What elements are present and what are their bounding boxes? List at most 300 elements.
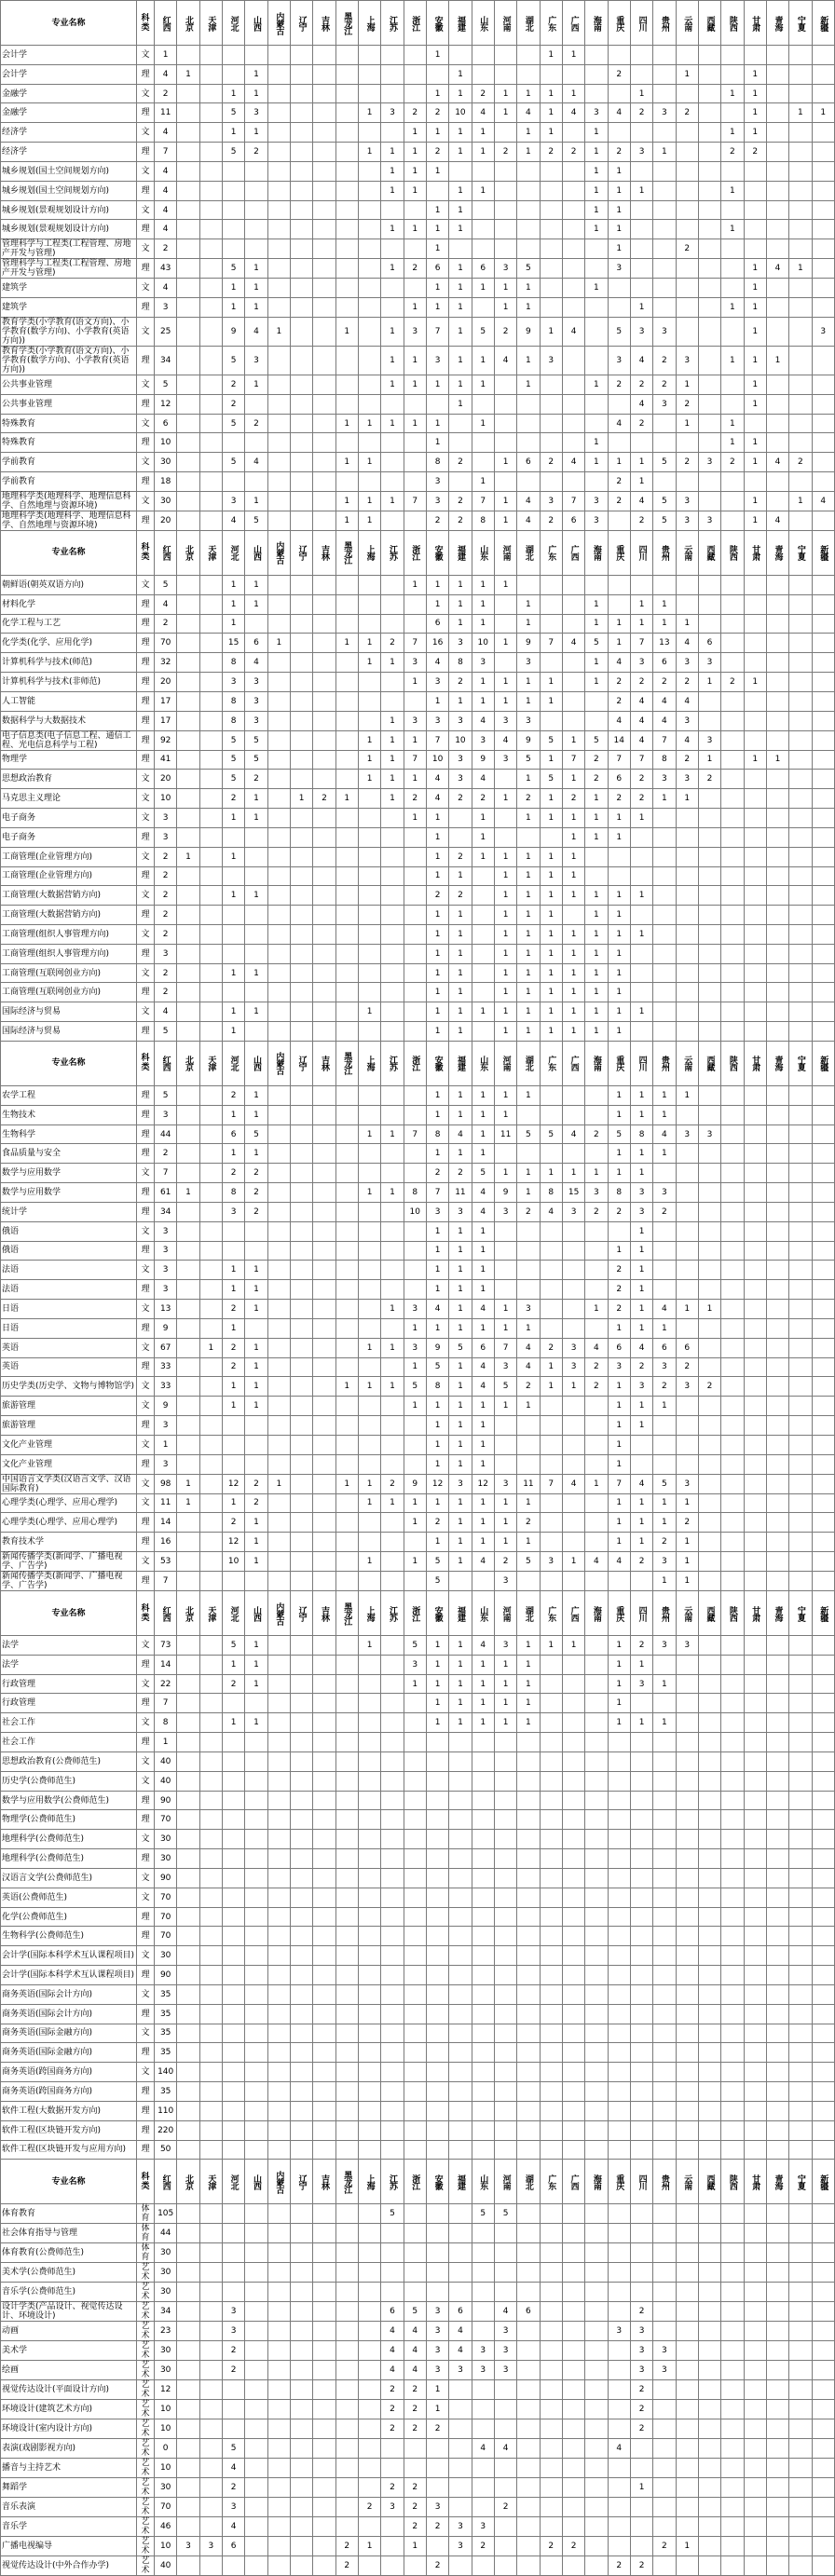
quota-cell [222, 2004, 244, 2024]
quota-cell: 1 [358, 1124, 380, 1144]
quota-cell: 5 [222, 1636, 244, 1656]
quota-cell [608, 46, 630, 65]
quota-cell: 1 [449, 375, 472, 394]
quota-cell: 1 [698, 1300, 720, 1319]
subject-type: 文 [137, 453, 155, 472]
quota-cell [608, 1733, 630, 1752]
column-header-province: 河南 [494, 2160, 516, 2204]
quota-cell: 3 [426, 2302, 448, 2322]
quota-cell [812, 1318, 834, 1338]
quota-cell [653, 1733, 676, 1752]
quota-cell [562, 2478, 584, 2498]
quota-cell [698, 594, 720, 614]
quota-cell [313, 1397, 335, 1416]
quota-cell [585, 1280, 608, 1300]
major-name: 金融学 [1, 103, 137, 123]
quota-cell: 1 [517, 1002, 540, 1022]
quota-cell [177, 1435, 199, 1454]
table-row [1, 2043, 835, 2063]
quota-cell [313, 2204, 335, 2224]
quota-cell [789, 1733, 812, 1752]
quota-cell: 1 [426, 983, 448, 1002]
quota-cell [812, 346, 834, 375]
quota-cell [290, 1261, 312, 1280]
quota-cell [199, 983, 222, 1002]
quota-cell [540, 1810, 562, 1830]
quota-cell [426, 1830, 448, 1849]
quota-cell [290, 103, 312, 123]
subject-type: 艺术 [137, 2263, 155, 2283]
quota-cell [381, 511, 404, 530]
quota-cell [290, 491, 312, 511]
quota-cell [199, 472, 222, 492]
quota-cell [585, 1694, 608, 1713]
quota-cell: 1 [494, 1022, 516, 1042]
quota-cell [698, 181, 720, 200]
quota-cell [381, 1868, 404, 1888]
quota-cell [676, 1849, 698, 1869]
quota-cell: 3 [630, 317, 652, 346]
quota-cell: 1 [245, 64, 267, 84]
quota-cell [313, 770, 335, 789]
quota-cell: 1 [744, 279, 766, 298]
quota-cell [335, 1124, 358, 1144]
quota-cell: 1 [494, 634, 516, 653]
quota-cell [177, 1674, 199, 1694]
quota-cell [562, 472, 584, 492]
quota-cell [199, 1830, 222, 1849]
quota-cell [494, 1984, 516, 2004]
quota-cell [585, 2101, 608, 2120]
quota-cell [630, 1694, 652, 1713]
quota-cell [290, 181, 312, 200]
quota-cell [608, 1572, 630, 1591]
quota-cell [449, 46, 472, 65]
quota-cell [381, 1849, 404, 1869]
quota-cell [676, 2120, 698, 2140]
quota-cell [494, 2024, 516, 2043]
quota-cell: 35 [155, 2043, 177, 2063]
quota-cell [358, 1357, 380, 1377]
section-header-row [1, 1, 835, 46]
quota-cell: 2 [721, 453, 744, 472]
quota-cell [313, 346, 335, 375]
quota-cell: 7 [155, 1164, 177, 1183]
subject-type: 理 [137, 64, 155, 84]
quota-cell [698, 1868, 720, 1888]
quota-cell [789, 123, 812, 143]
quota-cell: 1 [562, 730, 584, 750]
quota-cell: 3 [494, 2341, 516, 2361]
quota-cell [449, 809, 472, 828]
quota-cell [199, 1533, 222, 1552]
column-header-province: 山东 [472, 2160, 494, 2204]
quota-cell [676, 924, 698, 944]
quota-cell [313, 1144, 335, 1164]
quota-cell [562, 2517, 584, 2537]
quota-cell: 1 [404, 123, 426, 143]
quota-cell [494, 181, 516, 200]
quota-cell [744, 2400, 766, 2419]
quota-cell [290, 575, 312, 594]
quota-cell: 1 [381, 181, 404, 200]
quota-cell [245, 924, 267, 944]
quota-cell [404, 1771, 426, 1791]
quota-cell: 1 [245, 789, 267, 809]
quota-cell [676, 2439, 698, 2459]
quota-cell [766, 2537, 788, 2556]
quota-cell: 4 [155, 161, 177, 181]
quota-cell: 5 [222, 2439, 244, 2459]
quota-cell [494, 1435, 516, 1454]
quota-cell [222, 1221, 244, 1241]
quota-cell [313, 1022, 335, 1042]
quota-cell: 9 [517, 634, 540, 653]
quota-cell: 1 [494, 1513, 516, 1533]
quota-cell [812, 2322, 834, 2341]
quota-cell: 1 [155, 1733, 177, 1752]
quota-cell [585, 2263, 608, 2283]
quota-cell [426, 1984, 448, 2004]
quota-cell [290, 433, 312, 453]
quota-cell [358, 1674, 380, 1694]
quota-cell: 1 [426, 809, 448, 828]
column-header-province: 重庆 [608, 1041, 630, 1085]
quota-cell: 1 [245, 375, 267, 394]
quota-cell [721, 472, 744, 492]
quota-cell [335, 924, 358, 944]
quota-cell [358, 1202, 380, 1221]
quota-cell [472, 1771, 494, 1791]
quota-cell: 1 [744, 103, 766, 123]
quota-cell [267, 220, 290, 239]
quota-cell: 2 [608, 64, 630, 84]
quota-cell [585, 2459, 608, 2478]
quota-cell [812, 2517, 834, 2537]
quota-cell [562, 2263, 584, 2283]
quota-cell [812, 161, 834, 181]
quota-cell [313, 1907, 335, 1927]
quota-cell [812, 2498, 834, 2517]
quota-cell [562, 2341, 584, 2361]
quota-cell [789, 279, 812, 298]
quota-cell [358, 1241, 380, 1261]
quota-cell [585, 1241, 608, 1261]
subject-type: 文 [137, 575, 155, 594]
quota-cell: 1 [245, 1513, 267, 1533]
major-name: 环境设计(建筑艺术方向) [1, 2400, 137, 2419]
quota-cell [290, 472, 312, 492]
quota-cell: 1 [267, 634, 290, 653]
quota-cell [449, 239, 472, 259]
quota-cell [585, 1907, 608, 1927]
quota-cell [540, 239, 562, 259]
quota-cell [381, 886, 404, 906]
table-row [1, 711, 835, 730]
quota-cell [177, 220, 199, 239]
column-header-province: 青海 [766, 1, 788, 46]
quota-cell: 14 [155, 1655, 177, 1674]
quota-cell [404, 2243, 426, 2263]
table-row [1, 1397, 835, 1416]
table-row [1, 1454, 835, 1474]
quota-cell [335, 1085, 358, 1105]
quota-cell [494, 594, 516, 614]
quota-cell [676, 2263, 698, 2283]
quota-cell: 6 [381, 2302, 404, 2322]
quota-cell: 1 [494, 906, 516, 925]
quota-cell: 3 [676, 511, 698, 530]
quota-cell [426, 1791, 448, 1810]
quota-cell [381, 2004, 404, 2024]
quota-cell [177, 2043, 199, 2063]
quota-cell: 1 [517, 866, 540, 886]
quota-cell [676, 2024, 698, 2043]
quota-cell: 1 [358, 653, 380, 673]
quota-cell [177, 1261, 199, 1280]
quota-cell [290, 963, 312, 983]
quota-cell [676, 983, 698, 1002]
quota-cell [608, 1946, 630, 1966]
quota-cell: 1 [449, 1377, 472, 1397]
quota-cell [653, 2380, 676, 2400]
quota-cell [313, 2120, 335, 2140]
quota-cell [494, 1280, 516, 1300]
quota-cell: 7 [562, 750, 584, 770]
quota-cell [676, 2140, 698, 2160]
column-header-province: 河南 [494, 1, 516, 46]
major-name: 汉语言文学(公费师范生) [1, 1868, 137, 1888]
subject-type: 理 [137, 1907, 155, 1927]
quota-cell [177, 259, 199, 279]
quota-cell: 4 [630, 394, 652, 414]
quota-cell [335, 2498, 358, 2517]
quota-cell [358, 2263, 380, 2283]
quota-cell: 1 [562, 924, 584, 944]
quota-cell: 3 [630, 143, 652, 162]
quota-cell [472, 2283, 494, 2302]
quota-cell: 1 [494, 1674, 516, 1694]
quota-cell [381, 2063, 404, 2082]
quota-cell [472, 64, 494, 84]
quota-cell [177, 433, 199, 453]
quota-cell [789, 511, 812, 530]
quota-cell [789, 2224, 812, 2243]
quota-cell [358, 1888, 380, 1907]
quota-cell [517, 1416, 540, 1436]
quota-cell: 5 [404, 2302, 426, 2322]
quota-cell [562, 691, 584, 711]
quota-cell [267, 1493, 290, 1513]
quota-cell: 1 [562, 809, 584, 828]
quota-cell: 1 [517, 143, 540, 162]
quota-cell [789, 1357, 812, 1377]
quota-cell [404, 1751, 426, 1771]
quota-cell [426, 2243, 448, 2263]
quota-cell [721, 866, 744, 886]
quota-cell [630, 866, 652, 886]
quota-cell: 2 [608, 1261, 630, 1280]
quota-cell [608, 2498, 630, 2517]
quota-cell [494, 2224, 516, 2243]
table-row [1, 1751, 835, 1771]
quota-cell [789, 906, 812, 925]
quota-cell [335, 594, 358, 614]
column-header-province: 云南 [676, 2160, 698, 2204]
quota-cell [789, 84, 812, 103]
subject-type: 理 [137, 594, 155, 614]
quota-cell: 3 [449, 2537, 472, 2556]
column-header-province: 四川 [630, 1591, 652, 1636]
quota-cell [426, 1966, 448, 1985]
quota-cell: 1 [449, 944, 472, 963]
quota-cell [766, 1241, 788, 1261]
quota-cell: 3 [222, 2498, 244, 2517]
quota-cell [562, 2459, 584, 2478]
quota-cell [177, 1751, 199, 1771]
quota-cell: 1 [449, 84, 472, 103]
quota-cell: 1 [585, 886, 608, 906]
quota-cell [676, 1105, 698, 1124]
quota-cell [744, 200, 766, 220]
quota-cell [177, 809, 199, 828]
table-row [1, 181, 835, 200]
quota-cell [540, 1674, 562, 1694]
major-name: 物理学(公费师范生) [1, 1810, 137, 1830]
quota-cell: 1 [358, 730, 380, 750]
quota-cell [766, 1552, 788, 1572]
subject-type: 理 [137, 1280, 155, 1300]
quota-cell: 8 [222, 691, 244, 711]
column-header-province: 西藏 [698, 530, 720, 575]
quota-cell [245, 1888, 267, 1907]
quota-cell: 1 [222, 279, 244, 298]
quota-cell [290, 220, 312, 239]
subject-type: 理 [137, 1791, 155, 1810]
quota-cell [540, 472, 562, 492]
quota-cell: 1 [449, 575, 472, 594]
quota-cell: 1 [449, 259, 472, 279]
quota-cell [812, 433, 834, 453]
quota-cell [766, 1751, 788, 1771]
major-name: 地理科学类(地理科学、地理信息科学、自然地理与资源环境) [1, 491, 137, 511]
quota-cell [245, 1221, 267, 1241]
quota-cell [812, 983, 834, 1002]
quota-cell [630, 1435, 652, 1454]
subject-type: 文 [137, 1493, 155, 1513]
quota-cell [721, 64, 744, 84]
quota-cell: 1 [404, 1552, 426, 1572]
quota-cell [404, 1694, 426, 1713]
quota-cell [335, 1966, 358, 1985]
quota-cell [177, 1397, 199, 1416]
quota-cell [585, 2478, 608, 2498]
quota-cell [313, 809, 335, 828]
quota-cell [494, 1907, 516, 1927]
subject-type: 理 [137, 259, 155, 279]
quota-cell [335, 2380, 358, 2400]
quota-cell [177, 453, 199, 472]
quota-cell: 2 [155, 866, 177, 886]
quota-cell [766, 906, 788, 925]
quota-cell: 13 [653, 634, 676, 653]
quota-cell [199, 2283, 222, 2302]
quota-cell: 3 [653, 1183, 676, 1203]
quota-cell: 2 [630, 1357, 652, 1377]
quota-cell [676, 886, 698, 906]
quota-cell: 15 [222, 634, 244, 653]
quota-cell [358, 161, 380, 181]
quota-cell: 1 [585, 181, 608, 200]
quota-cell [653, 2204, 676, 2224]
quota-cell [766, 730, 788, 750]
quota-cell [267, 2498, 290, 2517]
quota-cell [789, 1636, 812, 1656]
quota-cell [222, 906, 244, 925]
quota-cell [721, 770, 744, 789]
quota-cell [245, 1751, 267, 1771]
quota-cell: 3 [653, 394, 676, 414]
major-name: 物理学 [1, 750, 137, 770]
subject-type: 理 [137, 866, 155, 886]
quota-cell: 3 [698, 511, 720, 530]
quota-cell: 1 [744, 84, 766, 103]
quota-cell: 1 [721, 346, 744, 375]
quota-cell [698, 2224, 720, 2243]
quota-cell [540, 1300, 562, 1319]
quota-cell [199, 453, 222, 472]
quota-cell: 4 [562, 317, 584, 346]
quota-cell [721, 1377, 744, 1397]
quota-cell [267, 161, 290, 181]
quota-cell [335, 1751, 358, 1771]
quota-cell [744, 1397, 766, 1416]
quota-cell [267, 1221, 290, 1241]
quota-cell [766, 143, 788, 162]
quota-cell [177, 181, 199, 200]
quota-cell [290, 2101, 312, 2120]
quota-cell [766, 472, 788, 492]
quota-cell [698, 414, 720, 433]
quota-cell: 5 [494, 2204, 516, 2224]
quota-cell: 1 [449, 1085, 472, 1105]
quota-cell [676, 1830, 698, 1849]
quota-cell [358, 1261, 380, 1280]
subject-type: 理 [137, 1733, 155, 1752]
quota-cell [335, 1733, 358, 1752]
quota-cell [290, 161, 312, 181]
quota-cell [199, 924, 222, 944]
column-header-province: 宁夏 [789, 1041, 812, 1085]
quota-cell: 40 [155, 1771, 177, 1791]
quota-cell [585, 1085, 608, 1105]
quota-cell [744, 1966, 766, 1985]
quota-cell [721, 2517, 744, 2537]
quota-cell [630, 1810, 652, 1830]
quota-cell [313, 2322, 335, 2341]
quota-cell: 4 [517, 1338, 540, 1357]
table-row [1, 2004, 835, 2024]
quota-cell: 90 [155, 1966, 177, 1985]
quota-cell [177, 750, 199, 770]
quota-cell: 2 [698, 770, 720, 789]
quota-cell: 2 [449, 789, 472, 809]
major-name: 视觉传达设计(平面设计方向) [1, 2380, 137, 2400]
quota-cell [358, 1655, 380, 1674]
quota-cell [676, 1002, 698, 1022]
quota-cell: 1 [381, 1338, 404, 1357]
quota-cell [313, 511, 335, 530]
